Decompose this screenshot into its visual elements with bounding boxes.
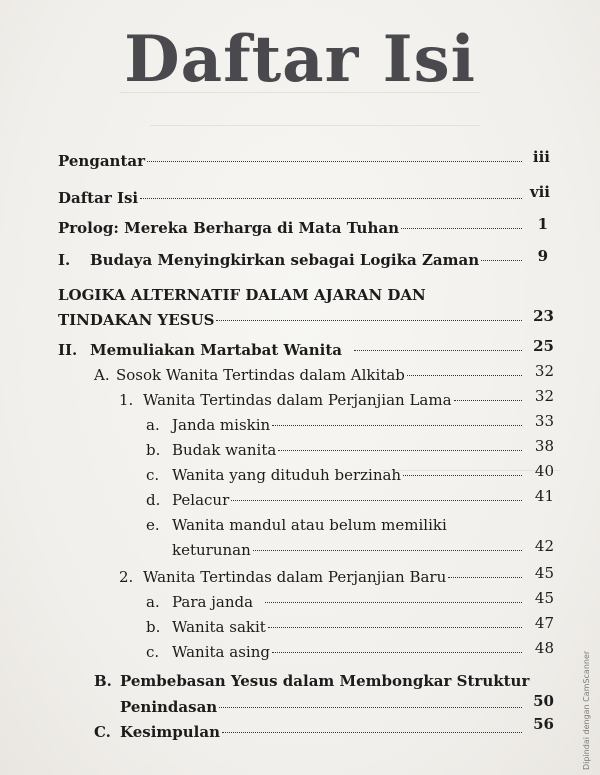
toc-label: Sosok Wanita Tertindas dalam Alkitab [116, 366, 405, 384]
toc-label: Prolog: Mereka Berharga di Mata Tuhan [58, 219, 399, 237]
toc-label: Pengantar [58, 152, 145, 170]
toc-entry-item[interactable] [146, 462, 554, 484]
toc-entry-item-line-2[interactable] [172, 537, 554, 559]
toc-number: B. [94, 672, 112, 690]
toc-label-line-2: keturunan [172, 541, 251, 559]
leader-dots [272, 652, 522, 653]
toc-number: c. [146, 466, 160, 484]
toc-label-line-2: TINDAKAN YESUS [58, 311, 215, 329]
toc-label-line-1: LOGIKA ALTERNATIF DALAM AJARAN DAN [58, 286, 426, 304]
toc-label: Wanita sakit [172, 618, 266, 636]
bleed-through-lines [150, 125, 480, 127]
toc-page: 32 [534, 362, 554, 380]
leader-dots [481, 260, 522, 261]
toc-label-line-1: Pembebasan Yesus dalam Membongkar Struktur [120, 672, 530, 690]
toc-label: Janda miskin [172, 416, 271, 434]
toc-page: iii [532, 148, 550, 166]
scanner-watermark: Dipindai dengan CamScanner [582, 650, 591, 770]
toc-number: 1. [119, 391, 134, 409]
leader-dots [272, 425, 522, 426]
toc-entry-section-b-line-2[interactable] [120, 692, 554, 716]
toc-page: 9 [537, 247, 548, 265]
toc-label: Memuliakan Martabat Wanita [90, 341, 343, 359]
leader-dots [216, 320, 522, 321]
toc-page: 45 [534, 589, 554, 607]
leader-dots [407, 375, 522, 376]
page-title: Daftar Isi [124, 22, 476, 97]
toc-entry-pengantar[interactable] [58, 148, 550, 170]
toc-page: 38 [534, 437, 554, 455]
toc-number: e. [146, 516, 160, 534]
toc-number: d. [146, 491, 161, 509]
toc-page: 45 [534, 564, 554, 582]
toc-entry-item[interactable] [146, 639, 554, 661]
toc-part-heading-line-2[interactable] [58, 307, 554, 329]
leader-dots [253, 550, 522, 551]
toc-page: 1 [537, 215, 548, 233]
toc-number: c. [146, 643, 160, 661]
toc-entry-chapter-2[interactable] [58, 337, 554, 359]
leader-dots [147, 161, 522, 162]
toc-label-line-2: Penindasan [120, 698, 218, 716]
toc-entry-item[interactable] [146, 487, 554, 509]
toc-entry-section-c[interactable] [94, 715, 554, 741]
toc-label: Daftar Isi [58, 189, 139, 207]
leader-dots [268, 627, 522, 628]
toc-entry-item[interactable] [146, 516, 528, 534]
toc-number: II. [58, 341, 78, 359]
toc-number: a. [146, 593, 160, 611]
toc-number: 2. [119, 568, 134, 586]
toc-page: 50 [533, 692, 554, 710]
toc-entry-prolog[interactable] [58, 215, 548, 237]
toc-label: Budak wanita [172, 441, 277, 459]
toc-page: 42 [534, 537, 554, 555]
toc-number: a. [146, 416, 160, 434]
toc-page: 25 [533, 337, 554, 355]
toc-number: C. [94, 723, 111, 741]
leader-dots [354, 350, 522, 351]
toc-label: Wanita asing [172, 643, 270, 661]
toc-label: Budaya Menyingkirkan sebagai Logika Zaman [90, 251, 480, 269]
toc-page: 56 [533, 715, 554, 733]
toc-page: 33 [534, 412, 554, 430]
leader-dots [222, 732, 522, 733]
toc-entry-item[interactable] [146, 412, 554, 434]
toc-label: Wanita Tertindas dalam Perjanjian Baru [143, 568, 447, 586]
toc-page: 41 [534, 487, 554, 505]
toc-number: A. [94, 366, 110, 384]
leader-dots [403, 475, 522, 476]
toc-entry-chapter-1[interactable] [58, 247, 548, 269]
toc-label-line-1: Wanita mandul atau belum memiliki [172, 516, 447, 534]
leader-dots [219, 707, 522, 708]
toc-page: 47 [534, 614, 554, 632]
toc-entry-section-a[interactable] [94, 362, 554, 384]
toc-label: Kesimpulan [120, 723, 220, 741]
leader-dots [448, 577, 522, 578]
leader-dots [140, 198, 522, 199]
toc-page: vii [529, 183, 550, 201]
toc-label: Para janda [172, 593, 254, 611]
toc-label: Pelacur [172, 491, 230, 509]
toc-entry-subsection-2[interactable] [119, 564, 554, 586]
toc-entry-daftar-isi[interactable] [58, 183, 550, 207]
toc-number: I. [58, 251, 71, 269]
leader-dots [454, 400, 522, 401]
leader-dots [265, 602, 522, 603]
toc-entry-section-b[interactable] [94, 672, 564, 690]
toc-page: 40 [534, 462, 554, 480]
toc-entry-subsection-1[interactable] [119, 387, 554, 409]
toc-entry-item[interactable] [146, 437, 554, 459]
toc-number: b. [146, 441, 161, 459]
leader-dots [401, 228, 522, 229]
toc-entry-item[interactable] [146, 614, 554, 636]
toc-label: Wanita yang dituduh berzinah [172, 466, 402, 484]
toc-entry-item[interactable] [146, 589, 554, 611]
leader-dots [231, 500, 522, 501]
leader-dots [278, 450, 522, 451]
toc-page: 48 [534, 639, 554, 657]
toc-number: b. [146, 618, 161, 636]
toc-page: 32 [534, 387, 554, 405]
toc-part-heading[interactable] [58, 286, 558, 304]
toc-page: 23 [533, 307, 554, 325]
toc-label: Wanita Tertindas dalam Perjanjian Lama [143, 391, 452, 409]
